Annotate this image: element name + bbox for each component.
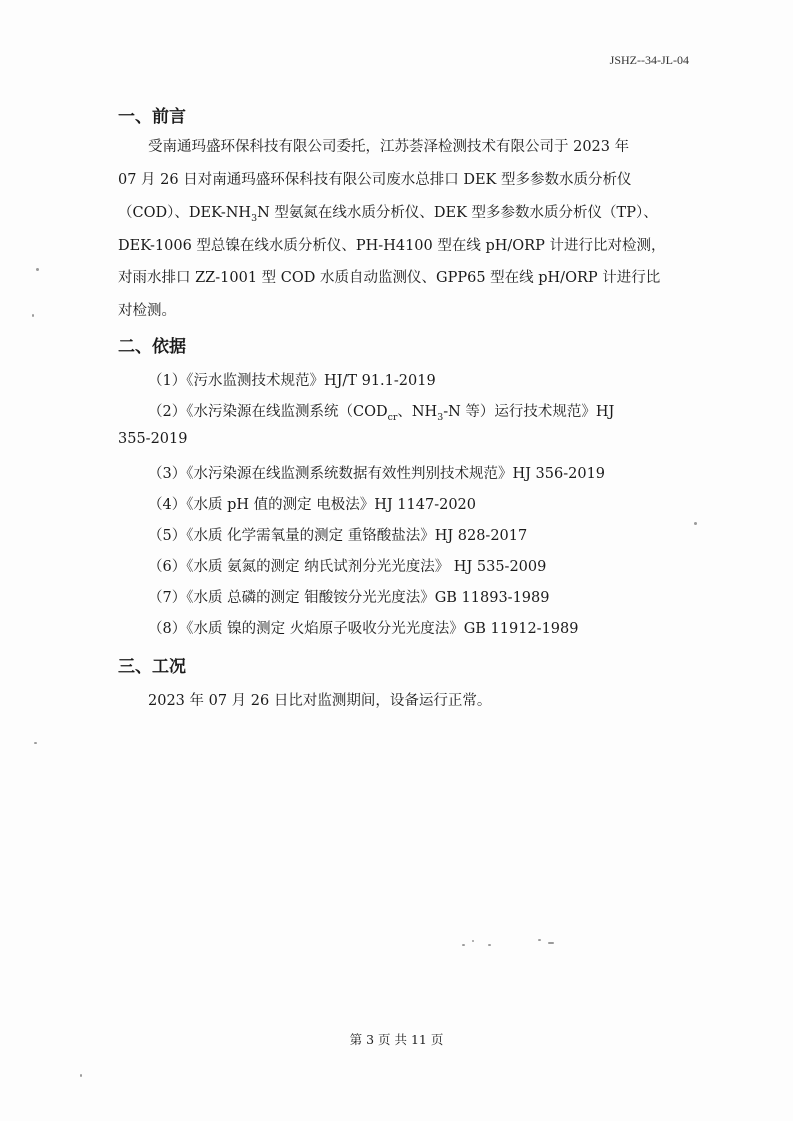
reference-8: （8）《水质 镍的测定 火焰原子吸收分光光度法》GB 11912-1989 (148, 621, 579, 637)
intro-line-6: 对检测。 (118, 303, 176, 319)
scan-speck (34, 742, 37, 744)
scan-speck (472, 940, 474, 942)
reference-2-part-b: 、NH (397, 404, 438, 420)
scan-speck (694, 522, 697, 525)
reference-7: （7）《水质 总磷的测定 钼酸铵分光光度法》GB 11893-1989 (148, 590, 550, 606)
scan-speck (80, 1074, 82, 1077)
section-title-intro: 一、前言 (118, 107, 186, 127)
reference-2-part-a: （2）《水污染源在线监测系统（COD (148, 404, 388, 420)
reference-2-part-c: -N 等）运行技术规范》HJ (443, 404, 615, 420)
intro-line-5: 对雨水排口 ZZ-1001 型 COD 水质自动监测仪、GPP65 型在线 pH/ORP 计进行比 (118, 270, 661, 286)
page-number-footer: 第 3 页 共 11 页 (349, 1032, 444, 1047)
condition-text: 2023 年 07 月 26 日比对监测期间，设备运行正常。 (148, 693, 492, 709)
intro-line-1: 受南通玛盛环保科技有限公司委托，江苏荟泽检测技术有限公司于 2023 年 (148, 139, 630, 155)
scan-speck (36, 268, 39, 271)
intro-line-3-part-b: N 型氨氮在线水质分析仪、DEK 型多参数水质分析仪（TP）、 (257, 205, 658, 221)
intro-line-3-part-a: （COD）、DEK-NH (118, 205, 252, 221)
reference-2-subscript-cr: cr (387, 411, 398, 423)
intro-line-3 (118, 203, 658, 229)
reference-5: （5）《水质 化学需氧量的测定 重铬酸盐法》HJ 828-2017 (148, 528, 528, 544)
reference-2-subscript-3: 3 (437, 411, 444, 423)
scan-speck (462, 944, 465, 946)
reference-4: （4）《水质 pH 值的测定 电极法》HJ 1147-2020 (148, 497, 476, 513)
intro-line-3-subscript: 3 (251, 212, 258, 224)
document-code: JSHZ--34-JL-04 (609, 53, 689, 67)
intro-line-2: 07 月 26 日对南通玛盛环保科技有限公司废水总排口 DEK 型多参数水质分析仪 (118, 172, 632, 188)
section-title-basis: 二、依据 (118, 337, 186, 357)
scan-speck (538, 939, 541, 941)
scan-speck (488, 944, 491, 946)
reference-2 (148, 400, 614, 423)
intro-line-4: DEK-1006 型总镍在线水质分析仪、PH-H4100 型在线 pH/ORP 计进行比对检测， (118, 238, 666, 254)
scan-speck (548, 942, 554, 944)
scan-speck (32, 314, 34, 317)
section-title-condition: 三、工况 (118, 657, 186, 677)
reference-3: （3）《水污染源在线监测系统数据有效性判别技术规范》HJ 356-2019 (148, 466, 606, 482)
reference-6: （6）《水质 氨氮的测定 纳氏试剂分光光度法》 HJ 535-2009 (148, 559, 547, 575)
reference-2-continued: 355-2019 (118, 431, 188, 447)
reference-1: （1）《污水监测技术规范》HJ/T 91.1-2019 (148, 373, 436, 389)
